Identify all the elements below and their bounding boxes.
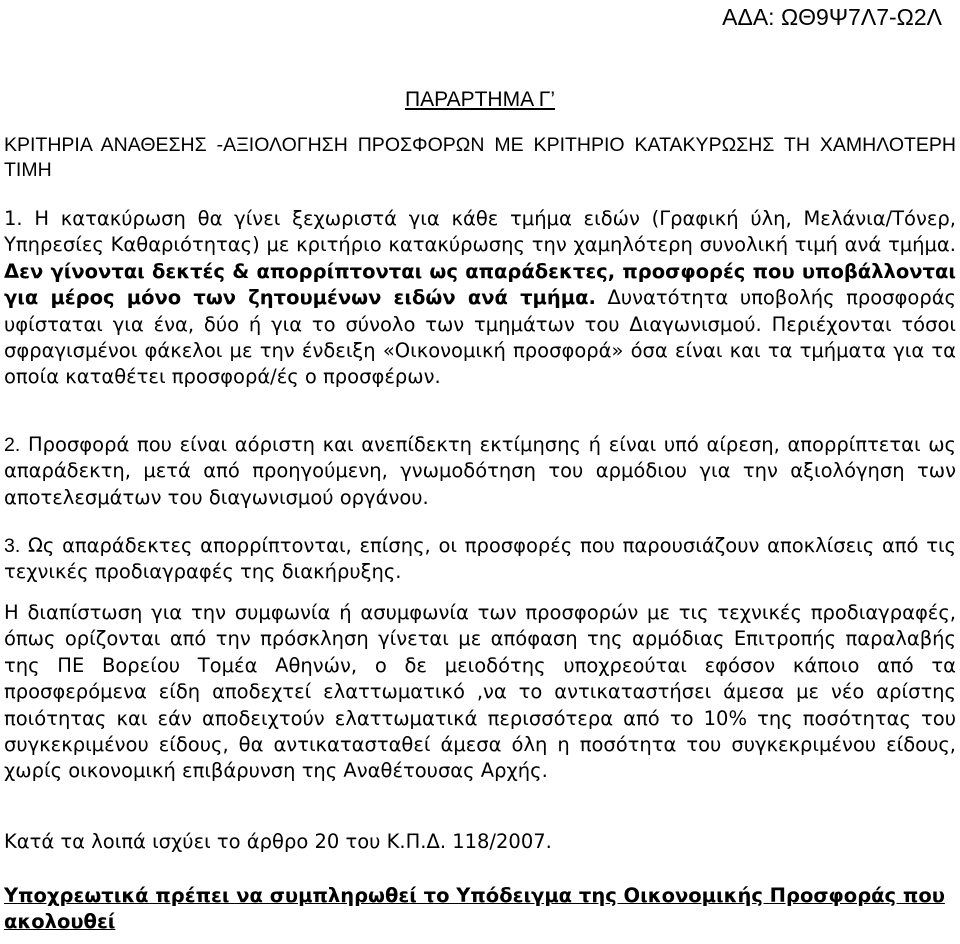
item-1-bold-text: Δεν γίνονται δεκτές & απορρίπτονται ως απαράδεκτες, προσφορές που υποβάλλονται για μέρος μόνο των ζητουμένων ειδών ανά τμήμα. bbox=[4, 259, 956, 310]
item-3 bbox=[4, 533, 956, 586]
item-1-number: 1. bbox=[4, 207, 23, 230]
item-3-number: 3. bbox=[4, 535, 21, 557]
item-1-text-continued: Δυνατότητα υποβολής προσφοράς υφίσταται για ένα, δύο ή για το σύνολο των τμημάτων του Διαγωνισμού. Περιέχονται τόσοι σφραγισμένοι φάκελοι με την ένδειξη «Οικονομική προσφορά» όσα είναι και τα τμήματα για τα οποία καταθέτει προσφορά/ές ο προσφέρων. bbox=[4, 286, 957, 389]
item-2-number: 2. bbox=[4, 434, 21, 456]
closing-note bbox=[4, 883, 956, 936]
item-3-text: Ως απαράδεκτες απορρίπτονται, επίσης, οι προσφορές που παρουσιάζουν αποκλίσεις από τις τεχνικές προδιαγραφές της διακήρυξης. bbox=[4, 534, 956, 584]
item-1 bbox=[4, 206, 956, 391]
item-1-text: Η κατακύρωση θα γίνει ξεχωριστά για κάθε τμήμα ειδών (Γραφική ύλη, Μελάνια/Τόνερ, Υπηρεσίες Καθαριότητας) με κριτήριο κατακύρωσης την χαμηλότερη συνολική τιμή ανά τμήμα. bbox=[4, 207, 956, 257]
annex-title: ΠΑΡΑΡΤΗΜΑ Γ’ bbox=[404, 88, 556, 111]
ada-code: ΑΔΑ: ΩΘ9Ψ7Λ7-Ω2Λ bbox=[722, 4, 942, 30]
item-2 bbox=[4, 432, 956, 511]
item-2-text: Προσφορά που είναι αόριστη και ανεπίδεκτη εκτίμησης ή είναι υπό αίρεση, απορρίπτεται ως απαράδεκτη, μετά από προηγούμενη, γνωμοδότηση του αρμόδιου για την αξιολόγηση των αποτελεσμάτων του διαγωνισμού οργάνου. bbox=[4, 433, 956, 509]
conformity-paragraph: Η διαπίστωση για την συμφωνία ή ασυμφωνία των προσφορών με τις τεχνικές προδιαγραφές, όπως ορίζονται από την πρόσκληση γίνεται με απόφαση της αρμόδιας Επιτροπής παραλαβής της ΠΕ Βορείου Τομέα Αθηνών, ο δε μειοδότης υποχρεούται εφόσον κάποιο από τα προσφερόμενα είδη αποδεχτεί ελαττωματικό ,να το αντικαταστήσει άμεσα με νέο αρίστης ποιότητας και εάν αποδειχτούν ελαττωματικά περισσότερα από το 10% της ποσότητας του συγκεκριμένου είδους, θα αντικατασταθεί άμεσα όλη η ποσότητα του συγκεκριμένου είδους, χωρίς οικονομική επιβάρυνση της Αναθέτουσας Αρχής. bbox=[4, 601, 956, 783]
criteria-heading: ΚΡΙΤΗΡΙΑ ΑΝΑΘΕΣΗΣ -ΑΞΙΟΛΟΓΗΣΗ ΠΡΟΣΦΟΡΩΝ ΜΕ ΚΡΙΤΗΡΙΟ ΚΑΤΑΚΥΡΩΣΗΣ ΤΗ ΧΑΜΗΛΟΤΕΡΗ ΤΙΜΗ bbox=[4, 134, 956, 181]
law-line: Κατά τα λοιπά ισχύει το άρθρο 20 του Κ.Π.Δ. 118/2007. bbox=[4, 830, 552, 853]
closing-note-text: Υποχρεωτικά πρέπει να συμπληρωθεί το Υπόδειγμα της Οικονομικής Προσφοράς που ακολουθεί bbox=[4, 884, 945, 934]
